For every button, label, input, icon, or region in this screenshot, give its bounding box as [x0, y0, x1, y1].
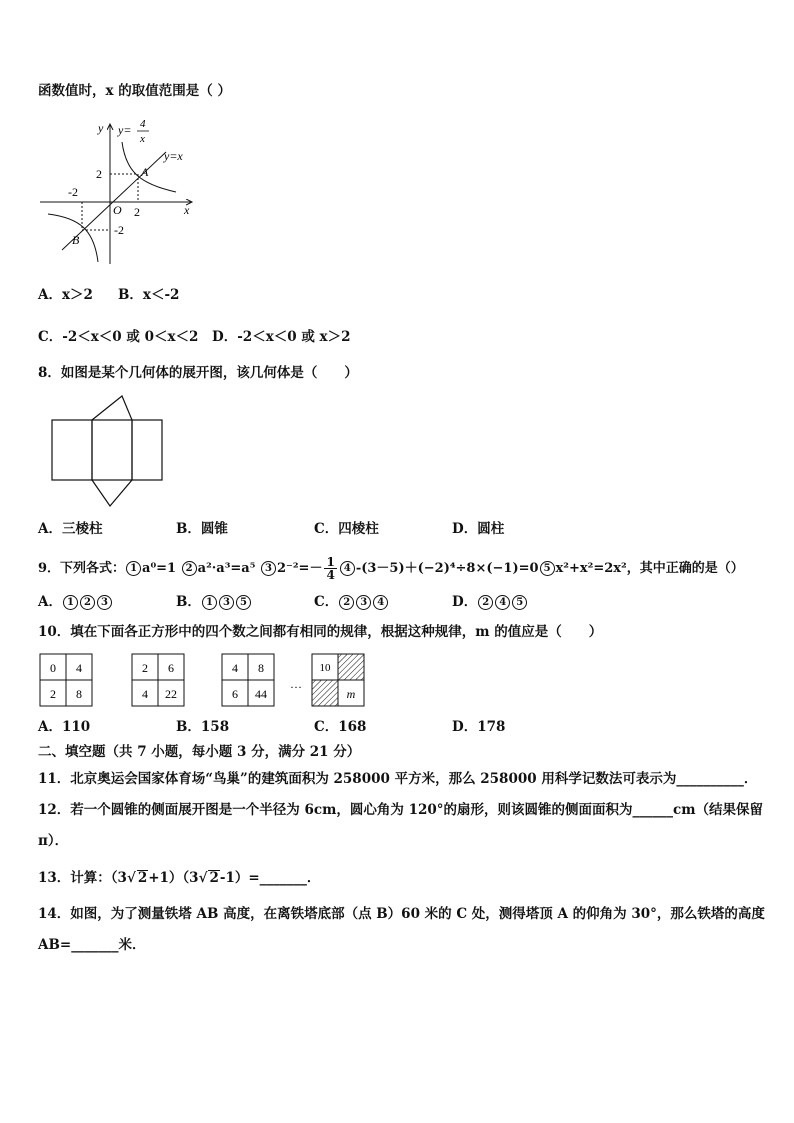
q10-option-c[interactable]: C．168	[314, 719, 367, 735]
q9-option-d[interactable]: D． 2 4 5	[452, 593, 528, 611]
svg-text:8: 8	[76, 687, 82, 701]
q12-line2: π）．	[38, 833, 69, 849]
point-a-label: A	[141, 165, 149, 179]
svg-text:22: 22	[165, 687, 177, 701]
q10-option-a[interactable]: A．110	[38, 719, 91, 735]
svg-text:6: 6	[232, 687, 238, 701]
svg-text:m: m	[346, 687, 356, 701]
q8-net-figure	[50, 392, 168, 510]
fraction: $\frac{1}{4}$	[326, 555, 335, 582]
eq1-label: y=	[118, 123, 132, 137]
q9-option-a[interactable]: A． 1 2 3	[38, 593, 113, 611]
svg-text:4: 4	[232, 661, 238, 675]
svg-text:44: 44	[255, 687, 267, 701]
point-b-label: B	[72, 233, 80, 247]
svg-text:6: 6	[168, 661, 174, 675]
q7-function-graph	[36, 112, 206, 270]
svg-text:10: 10	[319, 662, 331, 674]
circled-number: 3	[261, 561, 276, 576]
label-2-x: 2	[134, 205, 140, 219]
q9-stem: 9．下列各式： 1 a⁰=1 2 a²·a³=a⁵ 3 2⁻²=－ $\frac{1}{4}$ 4 -(3－5)＋(−2)⁴÷8×(−1)=0 5 x²+x²=2x²，其中正确的是（）	[38, 555, 744, 582]
number-box-3	[222, 654, 274, 706]
eq1-den: x	[140, 133, 145, 145]
sqrt-radicand: 2	[137, 870, 148, 886]
q13: 13．计算：（3√ 2+1）（3√ 2-1）=_______．	[38, 870, 321, 886]
number-box-2	[132, 654, 184, 706]
q10-stem: 10．填在下面各正方形中的四个数之间都有相同的规律，根据这种规律，m 的值应是（ ）	[38, 624, 603, 640]
q14-line2: AB=_______米．	[38, 937, 146, 953]
origin-label: O	[113, 203, 122, 217]
eq2-label: y=x	[164, 149, 183, 163]
label-2-y: 2	[96, 167, 102, 181]
q10-number-boxes	[38, 652, 368, 710]
q7-stem: 函数值时，x 的取值范围是（ ）	[38, 83, 231, 99]
q8-option-a[interactable]: A．三棱柱	[38, 521, 103, 537]
svg-text:8: 8	[258, 661, 264, 675]
number-box-1	[40, 654, 92, 706]
label-neg2-y: -2	[114, 223, 124, 237]
q14-line1: 14．如图，为了测量铁塔 AB 高度，在离铁塔底部（点 B）60 米的 C 处，测得塔顶 A 的仰角为 30°，那么铁塔的高度	[38, 906, 765, 922]
q7-option-b[interactable]: B．x＜-2	[118, 287, 180, 303]
y-axis-label: y	[98, 121, 104, 135]
q12-line1: 12．若一个圆锥的侧面展开图是一个半径为 6cm，圆心角为 120°的扇形，则该圆锥的侧面面积为______cm（结果保留	[38, 802, 764, 818]
q8-option-b[interactable]: B．圆锥	[176, 521, 228, 537]
svg-text:2: 2	[50, 687, 56, 701]
circled-number: 5	[540, 561, 555, 576]
q10-option-b[interactable]: B．158	[176, 719, 230, 735]
circled-number: 2	[182, 561, 197, 576]
section-title: 二、填空题（共 7 小题，每小题 3 分，满分 21 分）	[38, 744, 361, 760]
q8-option-d[interactable]: D．圆柱	[452, 521, 505, 537]
q8-stem: 8．如图是某个几何体的展开图，该几何体是（ ）	[38, 365, 358, 381]
x-axis-label: x	[184, 203, 190, 217]
q7-option-d[interactable]: D．-2＜x＜0 或 x＞2	[212, 329, 351, 345]
svg-text:2: 2	[142, 661, 148, 675]
q8-option-c[interactable]: C．四棱柱	[314, 521, 379, 537]
q7-option-a[interactable]: A．x＞2	[38, 287, 93, 303]
q11: 11．北京奥运会国家体育场“鸟巢”的建筑面积为 258000 平方米，那么 258000 用科学记数法可表示为__________．	[38, 771, 758, 787]
q9-option-c[interactable]: C． 2 3 4	[314, 593, 389, 611]
sqrt-radicand: 2	[209, 870, 219, 886]
q9-option-b[interactable]: B． 1 3 5	[176, 593, 252, 611]
svg-text:4: 4	[142, 687, 148, 701]
number-box-4	[312, 654, 364, 706]
svg-text:0: 0	[50, 661, 56, 675]
q10-option-d[interactable]: D．178	[452, 719, 506, 735]
label-neg2-x: -2	[68, 185, 78, 199]
eq1-num: 4	[140, 118, 146, 130]
circled-number: 1	[126, 561, 141, 576]
svg-text:4: 4	[76, 661, 82, 675]
circled-number: 4	[340, 561, 355, 576]
q7-option-c[interactable]: C．-2＜x＜0 或 0＜x＜2	[38, 329, 199, 345]
ellipsis: …	[290, 677, 302, 691]
